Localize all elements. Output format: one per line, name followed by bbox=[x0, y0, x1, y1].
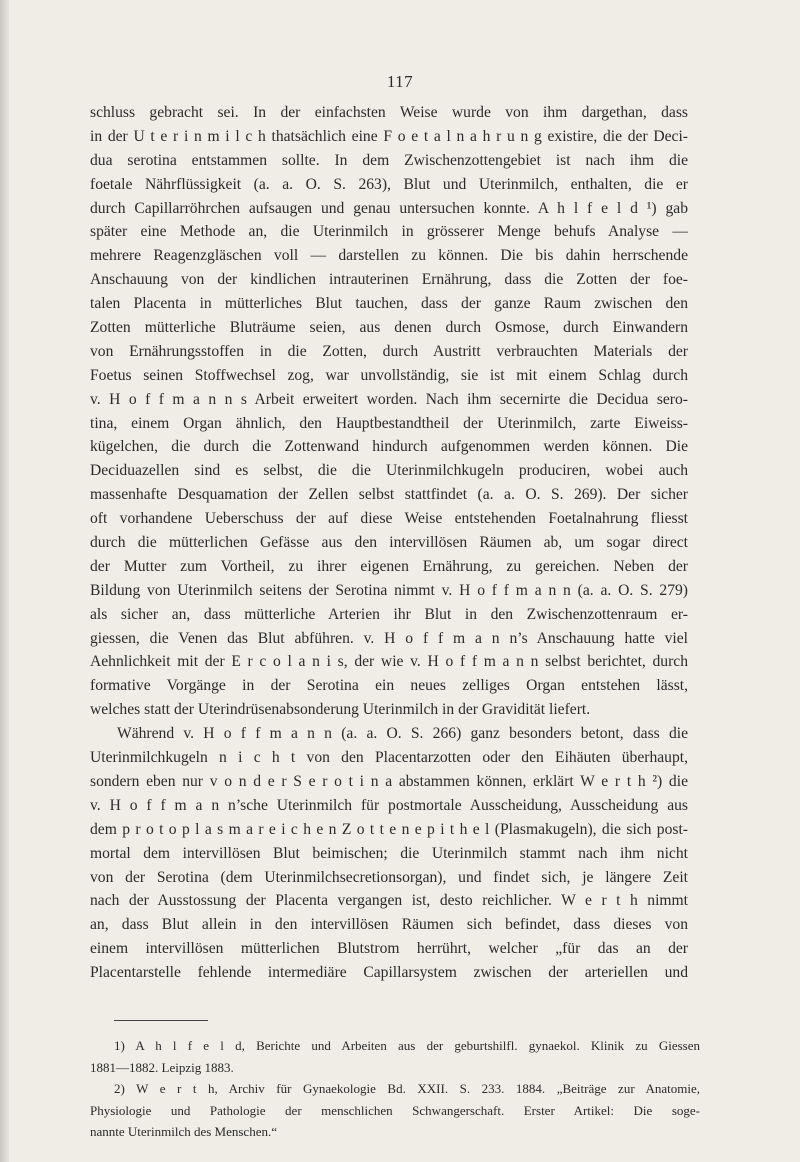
text-line: v. H o f f m a n n’sche Uterinmilch für postmortale Ausscheidung, Ausscheidung aus bbox=[90, 796, 688, 814]
text-line: welches statt der Uterindrüsenabsonderung Uterinmilch in der Gravidität liefert. bbox=[90, 701, 591, 719]
footnote-line: 2) W e r t h, Archiv für Gynaekologie Bd. XXII. S. 233. 1884. „Beiträge zur Anatomie, bbox=[114, 1081, 700, 1097]
text-line: schluss gebracht sei. In der einfachsten Weise wurde von ihm dargethan, dass bbox=[90, 104, 688, 121]
text-line: einem intervillösen mütterlichen Blutstrom herrührt, welcher „für das an der bbox=[90, 940, 688, 958]
text-line: giessen, die Venen das Blut abführen. v. H o f f m a n n’s Anschauung hatte viel bbox=[90, 629, 688, 647]
text-line: Während v. H o f f m a n n (a. a. O. S. 266) ganz besonders betont, dass die bbox=[117, 725, 688, 743]
text-line: dua serotina entstammen sollte. In dem Zwischenzottengebiet ist nach ihm die bbox=[90, 151, 688, 169]
footnote-line: nannte Uterinmilch des Menschen.“ bbox=[90, 1124, 277, 1140]
text-line: Anschauung von der kindlichen intrauterinen Ernährung, dass die Zotten der foe- bbox=[90, 271, 688, 289]
text-line: talen Placenta in mütterliches Blut tauchen, dass der ganze Raum zwischen den bbox=[90, 295, 688, 313]
text-line: mortal dem intervillösen Blut beimischen; die Uterinmilch stammt nach ihm nicht bbox=[90, 844, 688, 862]
text-line: durch Capillarröhrchen aufsaugen und genau untersuchen konnte. A h l f e l d ¹) gab bbox=[90, 199, 688, 217]
footnotes bbox=[90, 1035, 700, 1143]
page-edge-shadow bbox=[0, 0, 9, 1162]
text-line: dem p r o t o p l a s m a r e i c h e n Z o t t e n e p i t h e l (Plasmakugeln), die sich post- bbox=[90, 820, 688, 838]
text-line: mehrere Reagenzgläschen voll — darstellen zu können. Die bis dahin herrschende bbox=[90, 247, 688, 265]
text-line: Deciduazellen sind es selbst, die die Uterinmilchkugeln produciren, wobei auch bbox=[90, 462, 688, 480]
text-line: Zotten mütterliche Bluträume seien, aus denen durch Osmose, durch Einwandern bbox=[90, 319, 688, 337]
text-line: tina, einem Organ ähnlich, den Hauptbestandtheil der Uterinmilch, zarte Eiweiss- bbox=[90, 414, 688, 432]
footnote-divider bbox=[114, 1020, 208, 1021]
text-line: nach der Ausstossung der Placenta vergangen ist, desto reichlicher. W e r t h nimmt bbox=[90, 892, 688, 910]
text-line: der Mutter zum Vortheil, zu ihrer eigenen Ernährung, zu gereichen. Neben der bbox=[90, 557, 688, 575]
text-line: Aehnlichkeit mit der E r c o l a n i s, der wie v. H o f f m a n n selbst berichtet, durch bbox=[90, 653, 688, 671]
text-line: oft vorhandene Ueberschuss der auf diese Weise entstehenden Foetalnahrung fliesst bbox=[90, 510, 688, 528]
text-line: Uterinmilchkugeln n i c h t von den Placentarzotten oder den Eihäuten überhaupt, bbox=[90, 749, 688, 767]
text-line: kügelchen, die durch die Zottenwand hindurch aufgenommen werden können. Die bbox=[90, 438, 688, 456]
text-line: Foetus seinen Stoffwechsel zog, war unvollständig, sie ist mit einem Schlag durch bbox=[90, 366, 688, 384]
text-line: in der U t e r i n m i l c h thatsächlich eine F o e t a l n a h r u n g existire, die der Deci- bbox=[90, 127, 688, 145]
text-line: Bildung von Uterinmilch seitens der Serotina nimmt v. H o f f m a n n (a. a. O. S. 279) bbox=[90, 581, 688, 599]
text-line: foetale Nährflüssigkeit (a. a. O. S. 263), Blut und Uterinmilch, enthalten, die er bbox=[90, 175, 688, 193]
page-number: 117 bbox=[386, 72, 414, 91]
text-line: durch die mütterlichen Gefässe aus den intervillösen Räumen ab, um sogar direct bbox=[90, 534, 688, 552]
text-line: von der Serotina (dem Uterinmilchsecretionsorgan), und findet sich, je längere Zeit bbox=[90, 868, 688, 886]
text-line: als sicher an, dass mütterliche Arterien ihr Blut in den Zwischenzottenraum er- bbox=[90, 605, 688, 623]
footnote-line: 1881—1882. Leipzig 1883. bbox=[90, 1059, 234, 1075]
text-line: von Ernährungsstoffen in die Zotten, durch Austritt verbrauchten Materials der bbox=[90, 342, 688, 360]
text-line: Placentarstelle fehlende intermediäre Capillarsystem zwischen der arteriellen und bbox=[90, 964, 688, 982]
text-line: v. H o f f m a n n s Arbeit erweitert worden. Nach ihm secernirte die Decidua sero- bbox=[90, 390, 688, 408]
text-line: an, dass Blut allein in den intervillösen Räumen sich befindet, dass dieses von bbox=[90, 916, 688, 934]
text-line: später eine Methode an, die Uterinmilch in grösserer Menge behufs Analyse — bbox=[90, 223, 688, 241]
body-text bbox=[90, 101, 688, 985]
footnote-line: 1) A h l f e l d, Berichte und Arbeiten aus der geburtshilfl. gynaekol. Klinik zu Giessen bbox=[114, 1038, 700, 1053]
text-line: sondern eben nur v o n d e r S e r o t i n a abstammen können, erklärt W e r t h ²) die bbox=[90, 772, 688, 790]
text-line: formative Vorgänge in der Serotina ein neues zelliges Organ entstehen lässt, bbox=[90, 677, 688, 695]
footnote-line: Physiologie und Pathologie der menschlichen Schwangerschaft. Erster Artikel: Die soge- bbox=[90, 1102, 700, 1118]
text-line: massenhafte Desquamation der Zellen selbst stattfindet (a. a. O. S. 269). Der sicher bbox=[90, 486, 688, 504]
